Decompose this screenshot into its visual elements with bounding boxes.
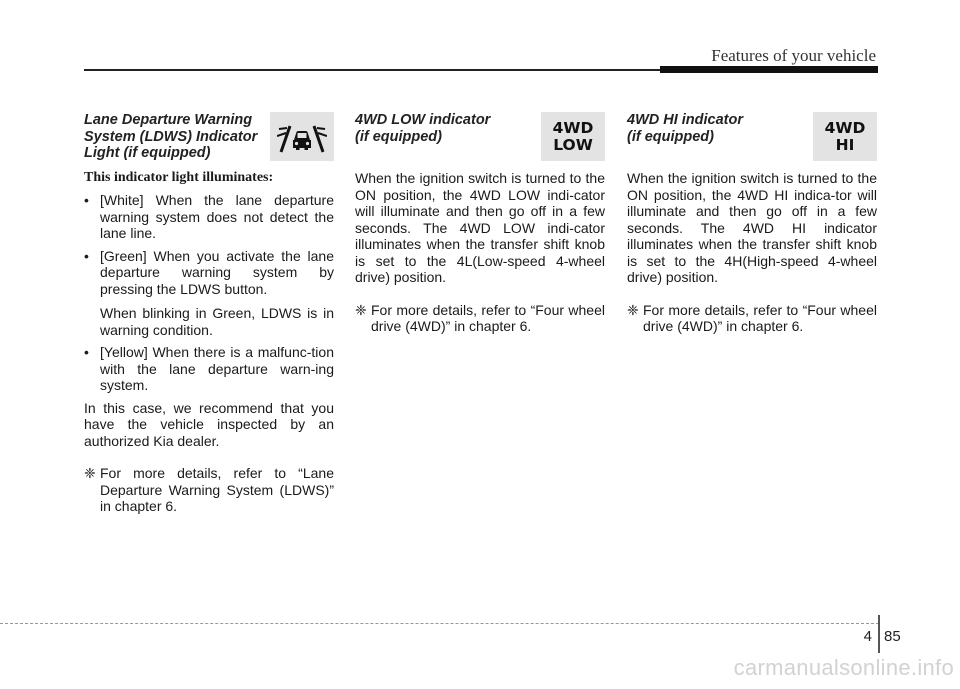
4wd-hi-note xyxy=(627,302,877,335)
4wd-hi-indicator-text: 4WD HI xyxy=(824,118,866,154)
note-text: For more details, refer to “Four wheel drive (4WD)” in chapter 6. xyxy=(643,301,877,334)
ldws-lead: This indicator light illuminates: xyxy=(84,170,274,185)
ldws-note xyxy=(84,465,334,515)
list-item-text: [Yellow] When there is a malfunc-tion with the lane departure warn-ing system. xyxy=(100,344,334,393)
list-item-text: [White] When the lane departure warning system does not detect the lane line. xyxy=(100,192,334,241)
bullet: • xyxy=(84,247,89,264)
list-item xyxy=(84,248,334,339)
bottom-rule xyxy=(0,623,879,624)
4wd-low-indicator-text: 4WD LOW xyxy=(552,118,594,154)
4wd-low-paragraph: When the ignition switch is turned to the ON position, the 4WD LOW indi-cator will illuminate and then go off in a few seconds. The 4WD LOW indi-cator illuminates when the transfer shift knob is set to the 4L(Low-speed 4-wheel drive) position. xyxy=(355,170,605,285)
ldws-list xyxy=(84,192,334,394)
top-rule xyxy=(84,69,660,71)
list-item-text: [Green] When you activate the lane departure warning system by pressing the LDWS button. xyxy=(100,247,334,297)
ldws-paragraph: In this case, we recommend that you have the vehicle inspected by an authorized Kia dealer. xyxy=(84,399,334,449)
top-rule-bar xyxy=(660,66,878,73)
4wd-hi-indicator xyxy=(813,112,877,161)
4wd-low-note xyxy=(355,302,605,335)
note-mark-icon: ❈ xyxy=(84,465,96,481)
ldws-indicator xyxy=(270,112,334,161)
4wd-hi-section xyxy=(627,112,877,335)
ldws-section xyxy=(84,112,334,515)
note-mark-icon: ❈ xyxy=(627,301,639,318)
watermark: carmanualsonline.info xyxy=(733,655,954,680)
note-mark-icon: ❈ xyxy=(355,301,367,318)
list-item xyxy=(84,192,334,242)
list-item xyxy=(84,344,334,394)
section-title: Features of your vehicle xyxy=(711,46,876,65)
bullet: • xyxy=(84,192,89,208)
page-number: 85 xyxy=(884,628,901,645)
bullet: • xyxy=(84,344,89,360)
4wd-hi-heading: 4WD HI indicator (if equipped) xyxy=(627,112,744,145)
chapter-number: 4 xyxy=(863,628,872,645)
car-lanes-icon xyxy=(277,119,327,155)
4wd-hi-paragraph: When the ignition switch is turned to the ON position, the 4WD HI indica-tor will illuminate and then go off in a few seconds. The 4WD HI indicator illuminates when the transfer shift knob is set to the 4H(High-speed 4-wheel drive) position. xyxy=(627,170,877,285)
ldws-heading: Lane Departure Warning System (LDWS) Indicator Light (if equipped) xyxy=(84,112,258,161)
note-text: For more details, refer to “Lane Departure Warning System (LDWS)” in chapter 6. xyxy=(100,465,334,514)
note-text: For more details, refer to “Four wheel drive (4WD)” in chapter 6. xyxy=(371,301,605,334)
4wd-low-indicator xyxy=(541,112,605,161)
4wd-low-heading: 4WD LOW indicator (if equipped) xyxy=(355,112,491,145)
4wd-low-section xyxy=(355,112,605,335)
page-divider xyxy=(878,615,880,653)
list-item-subtext: When blinking in Green, LDWS is in warning condition. xyxy=(100,305,334,338)
